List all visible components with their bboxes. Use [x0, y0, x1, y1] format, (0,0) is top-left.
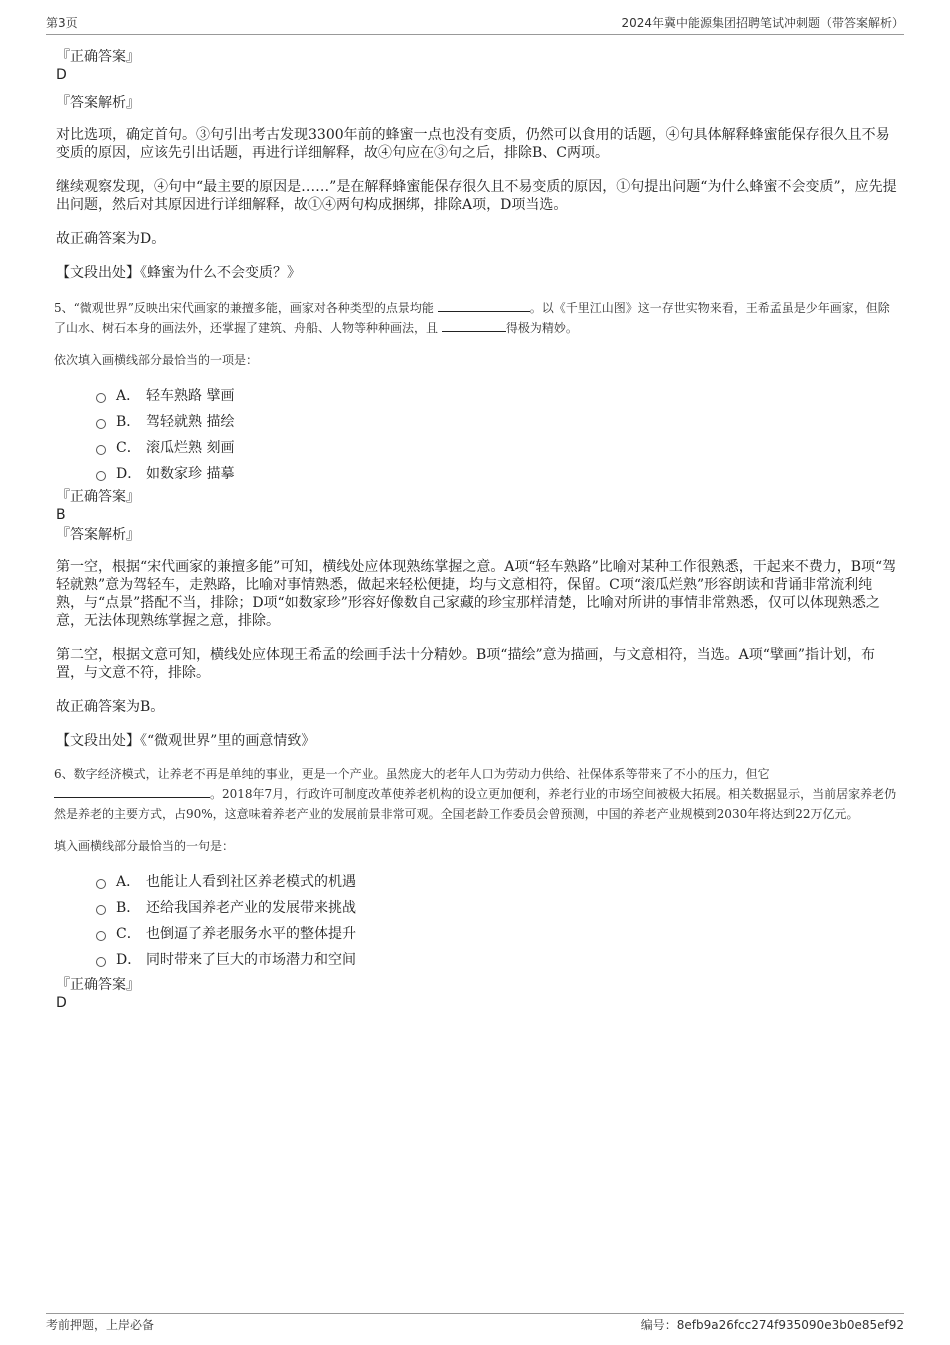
radio-icon[interactable] — [96, 879, 106, 889]
radio-icon[interactable] — [96, 393, 106, 403]
stem-text: 6、数字经济模式，让养老不再是单纯的事业，更是一个产业。虽然庞大的老年人口为劳动力供给、社保体系等带来了不小的压力，但它 — [54, 767, 770, 781]
analysis-label: 『答案解析』 — [56, 527, 140, 543]
document-code: 编号：8efb9a26fcc274f935090e3b0e85ef92 — [640, 1318, 904, 1332]
answer-value: D — [56, 67, 67, 83]
analysis-paragraph: 对比选项，确定首句。③句引出考古发现3300年前的蜂蜜一点也没有变质，仍然可以食用的话题，④句具体解释蜂蜜能保存很久且不易变质的原因，应该先引出话题，再进行详细解释，故④句应在③句之后，排除B、C两项。 — [56, 127, 890, 161]
question-prompt: 依次填入画横线部分最恰当的一项是： — [54, 353, 259, 367]
source-citation: 【文段出处】《“微观世界”里的画意情致》 — [56, 733, 316, 749]
option-d[interactable]: D． 如数家珍 描摹 — [56, 460, 900, 486]
answer-value: B — [56, 507, 66, 523]
source-citation: 【文段出处】《蜂蜜为什么不会变质？》 — [56, 265, 301, 281]
page-number: 第3页 — [46, 16, 78, 30]
option-d[interactable]: D． 同时带来了巨大的市场潜力和空间 — [56, 946, 900, 972]
option-a[interactable]: A． 也能让人看到社区养老模式的机遇 — [56, 868, 900, 894]
radio-icon[interactable] — [96, 931, 106, 941]
radio-icon[interactable] — [96, 445, 106, 455]
fill-blank — [438, 299, 530, 312]
document-title: 2024年冀中能源集团招聘笔试冲刺题（带答案解析） — [621, 16, 904, 30]
fill-blank — [54, 785, 210, 798]
answer-label: 『正确答案』 — [56, 49, 140, 65]
radio-icon[interactable] — [96, 419, 106, 429]
answer-label: 『正确答案』 — [56, 489, 140, 505]
option-b[interactable]: B． 驾轻就熟 描绘 — [56, 408, 900, 434]
answer-label: 『正确答案』 — [56, 977, 140, 993]
analysis-paragraph: 故正确答案为D。 — [56, 231, 166, 247]
stem-text: 5、“微观世界”反映出宋代画家的兼擅多能，画家对各种类型的点景均能 — [54, 301, 434, 315]
stem-text: 。以《千里江山图》这一存世实物来看，王希孟虽是少年画家，但除了山水、树石本身的画法外，还掌握了建筑、舟船、人物等种种画法，且 — [54, 301, 890, 335]
analysis-paragraph: 继续观察发现，④句中“最主要的原因是……”是在解释蜂蜜能保存很久且不易变质的原因，①句提出问题“为什么蜂蜜不会变质”，应先提出问题，然后对其原因进行详细解释，故①④两句构成捆绑，排除A项，D项当选。 — [56, 179, 897, 213]
footer-slogan: 考前押题，上岸必备 — [46, 1318, 155, 1332]
stem-text: 。2018年7月，行政许可制度改革使养老机构的设立更加便利，养老行业的市场空间被极大拓展。相关数据显示，当前居家养老仍然是养老的主要方式，占90%，这意味着养老产业的发展前景非常可观。全国老龄工作委员会曾预测，中国的养老产业规模到2030年将达到22万亿元。 — [54, 787, 897, 821]
fill-blank — [442, 319, 506, 332]
page-content — [56, 46, 900, 1014]
option-b[interactable]: B． 还给我国养老产业的发展带来挑战 — [56, 894, 900, 920]
answer-value: D — [56, 995, 67, 1011]
radio-icon[interactable] — [96, 905, 106, 915]
radio-icon[interactable] — [96, 957, 106, 967]
option-list — [56, 382, 900, 486]
question-prompt: 填入画横线部分最恰当的一句是： — [54, 839, 235, 853]
analysis-paragraph: 故正确答案为B。 — [56, 699, 165, 715]
analysis-paragraph: 第二空，根据文意可知，横线处应体现王希孟的绘画手法十分精妙。B项“描绘”意为描画，与文意相符，当选。A项“擘画”指计划，布置，与文意不符，排除。 — [56, 647, 876, 681]
page-header — [46, 14, 904, 35]
question-stem — [54, 298, 900, 338]
radio-icon[interactable] — [96, 471, 106, 481]
page-footer — [46, 1313, 904, 1334]
stem-text: 得极为精妙。 — [505, 321, 578, 335]
analysis-paragraph: 第一空，根据“宋代画家的兼擅多能”可知，横线处应体现熟练掌握之意。A项“轻车熟路”比喻对某种工作很熟悉，干起来不费力，B项“驾轻就熟”意为驾轻车，走熟路，比喻对事情熟悉，做起来轻松便捷，均与文意相符，保留。C项“滚瓜烂熟”形容朗读和背诵非常流利纯熟，与“点景”搭配不当，排除；D项“如数家珍”形容好像数自己家藏的珍宝那样清楚，比喻对所讲的事情非常熟悉，仅可以体现熟悉之意，无法体现熟练掌握之意，排除。 — [56, 559, 897, 629]
analysis-label: 『答案解析』 — [56, 95, 140, 111]
option-c[interactable]: C． 也倒逼了养老服务水平的整体提升 — [56, 920, 900, 946]
option-a[interactable]: A． 轻车熟路 擘画 — [56, 382, 900, 408]
option-c[interactable]: C． 滚瓜烂熟 刻画 — [56, 434, 900, 460]
option-list — [56, 868, 900, 972]
question-stem — [54, 764, 900, 824]
